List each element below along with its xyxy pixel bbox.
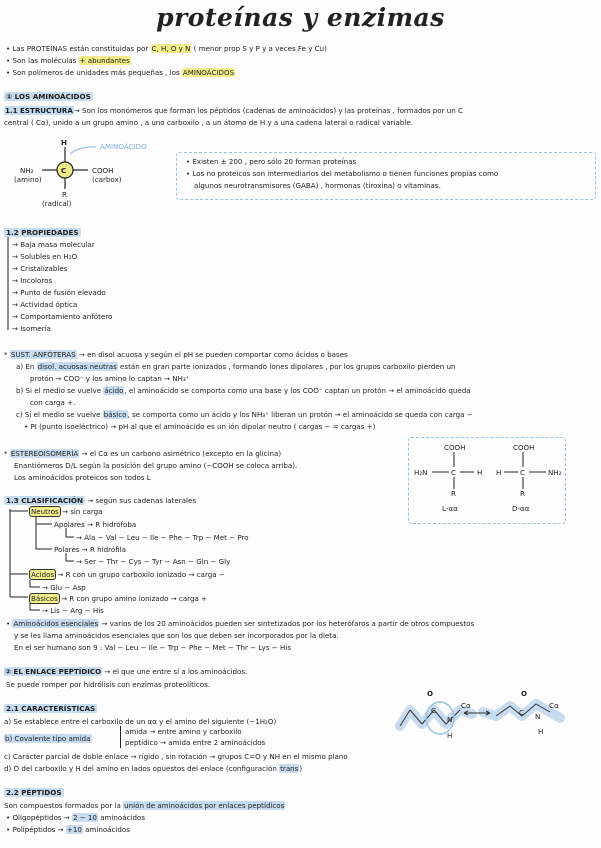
struct-r: R: [62, 190, 67, 199]
anf-a2: protón → COO⁻ y los amino lo captan → NH₃⁺: [30, 374, 190, 383]
chem-ca: Cα: [461, 701, 471, 710]
anf-line-1: * SUST. ANFÓTERAS → en disol acuosa y según el pH se pueden comportar como ácidos o bases: [4, 350, 348, 359]
s22-highlight: +10: [66, 825, 82, 834]
prop-text: Comportamiento anfótero: [20, 312, 113, 321]
prop-item: → Actividad óptica: [12, 300, 78, 309]
D-bot: R: [520, 489, 525, 498]
intro-bullet-3: • Son polímeros de unidades más pequeñas , los AMINOÁCIDOS: [6, 68, 235, 77]
chem-c1: C: [431, 706, 436, 715]
s22-oligo: • Oligopéptidos → 2 − 10 aminoácidos: [6, 813, 146, 822]
s21-b-highlight: b) Covalente tipo amida: [5, 734, 91, 743]
info-box-line-2: • Los no proteicos son intermediarios del metabolismo o tienen funciones propias como: [186, 169, 499, 178]
este-line-2: Enantiómeros D/L según la posición del grupo amino (−COOH se coloca arriba).: [14, 461, 298, 470]
anf-d: • PI (punto isoeléctrico) → pH al que el aminoácido es un ión dipolar neutro ( cargas − = cargas +): [24, 422, 376, 431]
chem-o: O: [427, 689, 434, 698]
s11-line-2: central ( Cα), unido a un grupo amino , a uno carboxilo , a un átomo de H y a una cadena lateral o radical variable.: [4, 118, 413, 127]
class-text: Ala − Val − Leu − Ile − Phe − Trp − Met − Pro: [84, 533, 249, 542]
L-top: COOH: [444, 443, 466, 452]
s22-highlight: unión de aminoácidos por enlaces peptídicos: [124, 801, 285, 810]
prop-text: Cristalizables: [20, 264, 68, 273]
prop-text: Punto de fusión elevado: [20, 288, 106, 297]
class-acidos-list: → Glu − Asp: [42, 583, 86, 592]
info-text: Existen ± 200 , pero sólo 20 forman proteínas: [192, 157, 357, 166]
s2-text: → el que une entre sí a los aminoácidos.: [102, 667, 248, 676]
chem-n2: N: [535, 712, 541, 721]
prop-text: Isomería: [20, 324, 51, 333]
s11-title: 1.1 ESTRUCTURA: [5, 106, 73, 115]
class-basicos-label: Básicos: [31, 594, 58, 603]
class-text: Ser − Thr − Cys − Tyr − Asn − Gln − Gly: [84, 557, 231, 566]
L-left: H₂N: [414, 468, 428, 477]
s22-text: Son compuestos formados por la: [4, 801, 124, 810]
intro-bullet-2: • Son las moléculas + abundantes: [6, 56, 130, 65]
anf-c: [16, 410, 473, 419]
prop-item: → Comportamiento anfótero: [12, 312, 113, 321]
L-label: L-αα: [442, 504, 458, 513]
L-right: H: [477, 468, 483, 477]
info-box-line-1: • Existen ± 200 , pero sólo 20 forman proteínas: [186, 157, 357, 166]
anf-highlight: básico: [103, 410, 127, 419]
esenciales-line-1: • Aminoácidos esenciales → varios de los 20 aminoácidos pueden ser sintetizados por los heterófaros a partir de otros compuestos: [6, 619, 475, 628]
struct-cooh: COOH: [92, 166, 114, 175]
prop-item: → Solubles en H₂O: [12, 252, 78, 261]
chem-c2: C: [519, 708, 524, 717]
s22-text: aminoácidos: [97, 813, 146, 822]
page-title: proteínas y enzimas: [156, 3, 445, 32]
s12-title: 1.2 PROPIEDADES: [6, 228, 79, 237]
D-left: H: [496, 468, 502, 477]
anf-text: , el aminoácido se comporta como una base y los COO⁻ captan un protón → el aminoácido queda: [124, 386, 471, 395]
prop-item: → Cristalizables: [12, 264, 68, 273]
esenciales-head: Aminoácidos esenciales: [13, 619, 99, 628]
section-1-title: ① LOS AMINOÁCIDOS: [6, 92, 91, 101]
anf-text: → en disol acuosa y según el pH se pueden comportar como ácidos o bases: [76, 350, 348, 359]
class-text: Glu − Asp: [50, 583, 86, 592]
s2-line-1: [4, 667, 247, 676]
class-text: → R con grupo amino ionizado → carga +: [58, 594, 208, 603]
anf-text: , se comporta como un ácido y los NH₃⁺ liberan un protón → el aminoácido se queda con carga −: [127, 410, 473, 419]
struct-h: H: [61, 138, 67, 147]
este-head: ESTEREOISOMERÍA: [10, 449, 79, 458]
s21-a: a) Se establece entre el carboxilo de un αα y el amino del siguiente (−1H₂O): [4, 717, 277, 726]
intro-bullet-1: • Las PROTEÍNAS están constituidas por C, H, O y N ( menor prop S y P y a veces Fe y Cu): [6, 44, 327, 53]
chem-ca2: Cα: [549, 701, 559, 710]
s22-text: aminoácidos: [82, 825, 130, 834]
s21-c: c) Carácter parcial de doble enlace → rígido , sin rotación → grupos C=O y NH en el mismo plano: [4, 752, 348, 761]
s13-title: 1.3 CLASIFICACIÓN: [6, 496, 83, 505]
s21-title: 2.1 CARACTERÍSTICAS: [6, 704, 96, 713]
prop-item: → Incoloros: [12, 276, 53, 285]
esenciales-text: → varios de los 20 aminoácidos pueden ser sintetizados por los heterófaros a partir de otros compuestos: [99, 619, 475, 628]
chem-h1: H: [447, 731, 453, 740]
chem-n: N: [447, 715, 453, 724]
s22-highlight: 2 − 10: [72, 813, 97, 822]
class-neutros-label: Neutros: [31, 507, 59, 516]
anf-head: SUST. ANFÓTERAS: [10, 350, 76, 359]
intro-text: ( menor prop S y P y a veces Fe y Cu): [191, 44, 327, 53]
este-text: → el Cα es un carbono asimétrico (excepto en la glicina): [79, 449, 282, 458]
stereo-box: [408, 437, 566, 524]
intro-highlight: + abundantes: [79, 56, 130, 65]
anf-b2: con carga +.: [30, 398, 76, 407]
s21-d: [4, 764, 302, 773]
s13-head: [4, 496, 196, 505]
class-text: → sin carga: [59, 507, 103, 516]
anf-highlight: disol. acuosas neutras: [37, 362, 117, 371]
prop-text: Solubles en H₂O: [20, 252, 78, 261]
chem-h2: H: [538, 727, 544, 736]
anf-text: a) En: [16, 362, 37, 371]
intro-highlight: AMINOÁCIDOS: [182, 68, 235, 77]
prop-item: → Isomería: [12, 324, 51, 333]
class-apolares: Apolares → R hidrófoba: [54, 520, 137, 529]
s21-b1: amida → entre amino y carboxilo: [125, 727, 242, 736]
anf-text: b) Si el medio se vuelve: [16, 386, 104, 395]
prop-item: → Baja masa molecular: [12, 240, 95, 249]
class-acidos: [30, 570, 225, 579]
struct-c-alpha: C: [61, 166, 67, 175]
prop-text: Incoloros: [20, 276, 53, 285]
intro-text: Son las moléculas: [12, 56, 79, 65]
s13-sub: → según sus cadenas laterales: [85, 496, 197, 505]
s22-line-1: [4, 801, 285, 810]
s11-text: → Son los monómeros que forman los péptidos (cadenas de aminoácidos) y las proteínas , formados por un C: [73, 106, 463, 115]
class-polares-list: → Ser − Thr − Cys − Tyr − Asn − Gln − Gly: [76, 557, 231, 566]
D-label: D-αα: [512, 504, 530, 513]
este-line-3: Los aminoácidos proteicos son todos L: [14, 473, 151, 482]
s21-b: [4, 734, 92, 743]
s21-b2: peptídico → amida entre 2 aminoácidos: [125, 738, 266, 747]
s22-poli: • Polipéptidos → +10 aminoácidos: [6, 825, 130, 834]
struct-nh2: NH₂: [20, 166, 34, 175]
D-c: C: [520, 468, 525, 477]
struct-cooh-sub: (carbox): [92, 175, 122, 184]
anf-text: están en gran parte ionizados , formando iones dipolares , por los grupos carboxilo pierden un: [117, 362, 456, 371]
esenciales-line-3: En el ser humano son 9 : Val − Leu − Ile − Trp − Phe − Met − Thr − Lys − His: [14, 643, 292, 652]
struct-r-sub: (radical): [42, 199, 72, 208]
section-2-title: ② EL ENLACE PEPTÍDICO: [5, 667, 102, 676]
class-neutros: [30, 507, 103, 516]
struct-nh2-sub: (amino): [14, 175, 42, 184]
intro-text: Son polímeros de unidades más pequeñas , los: [12, 68, 182, 77]
info-box-line-3: algunos neurotransmisores (GABA) , hormonas (tiroxina) o vitaminas.: [194, 181, 441, 190]
este-line-1: * ESTEREOISOMERÍA → el Cα es un carbono asimétrico (excepto en la glicina): [4, 449, 282, 458]
s21-b-brace: [120, 726, 265, 748]
class-polares: Polares → R hidrófila: [54, 545, 126, 554]
info-text: Los no proteicos son intermediarios del metabolismo o tienen funciones propias como: [192, 169, 499, 178]
s21-text: ): [299, 764, 303, 773]
s2-line-2: Se puede romper por hidrólisis con enzimas proteolíticos.: [6, 680, 211, 689]
s22-text: Polipéptidos →: [12, 825, 66, 834]
L-bot: R: [451, 489, 456, 498]
prop-text: Baja masa molecular: [20, 240, 95, 249]
class-text: → R con un grupo carboxilo ionizado → carga −: [55, 570, 225, 579]
intro-highlight: C, H, O y N: [151, 44, 191, 53]
anf-text: PI (punto isoeléctrico) → pH al que el aminoácido es un ión dipolar neutro ( cargas − = cargas +): [30, 422, 376, 431]
prop-item: → Punto de fusión elevado: [12, 288, 106, 297]
class-acidos-label: Ácidos: [31, 570, 55, 579]
struct-label: AMINOÁCIDO: [100, 142, 147, 151]
class-apolares-list: → Ala − Val − Leu − Ile − Phe − Trp − Met − Pro: [76, 533, 249, 542]
chem-o2: O: [521, 689, 528, 698]
D-top: COOH: [513, 443, 535, 452]
class-text: Lis − Arg − His: [50, 606, 104, 615]
L-c: C: [451, 468, 456, 477]
anf-highlight: ácido: [104, 386, 124, 395]
prop-text: Actividad óptica: [20, 300, 78, 309]
s21-highlight: trans: [280, 764, 299, 773]
s22-text: Oligopéptidos →: [12, 813, 72, 822]
anf-b: [16, 386, 471, 395]
esenciales-line-2: y se les llama aminoácidos esenciales que son los que deben ser incorporados por la dieta.: [14, 631, 339, 640]
class-basicos: [30, 594, 207, 603]
class-basicos-list: → Lis − Arg − His: [42, 606, 104, 615]
anf-text: c) Si el medio se vuelve: [16, 410, 103, 419]
intro-text: Las PROTEÍNAS están constituidas por: [12, 44, 151, 53]
anf-a: [16, 362, 456, 371]
s22-title: 2.2 PÉPTIDOS: [6, 788, 62, 797]
D-right: NH₂: [548, 468, 562, 477]
s21-text: d) O del carboxilo y H del amino en lados opuestos del enlace (configuración: [4, 764, 280, 773]
